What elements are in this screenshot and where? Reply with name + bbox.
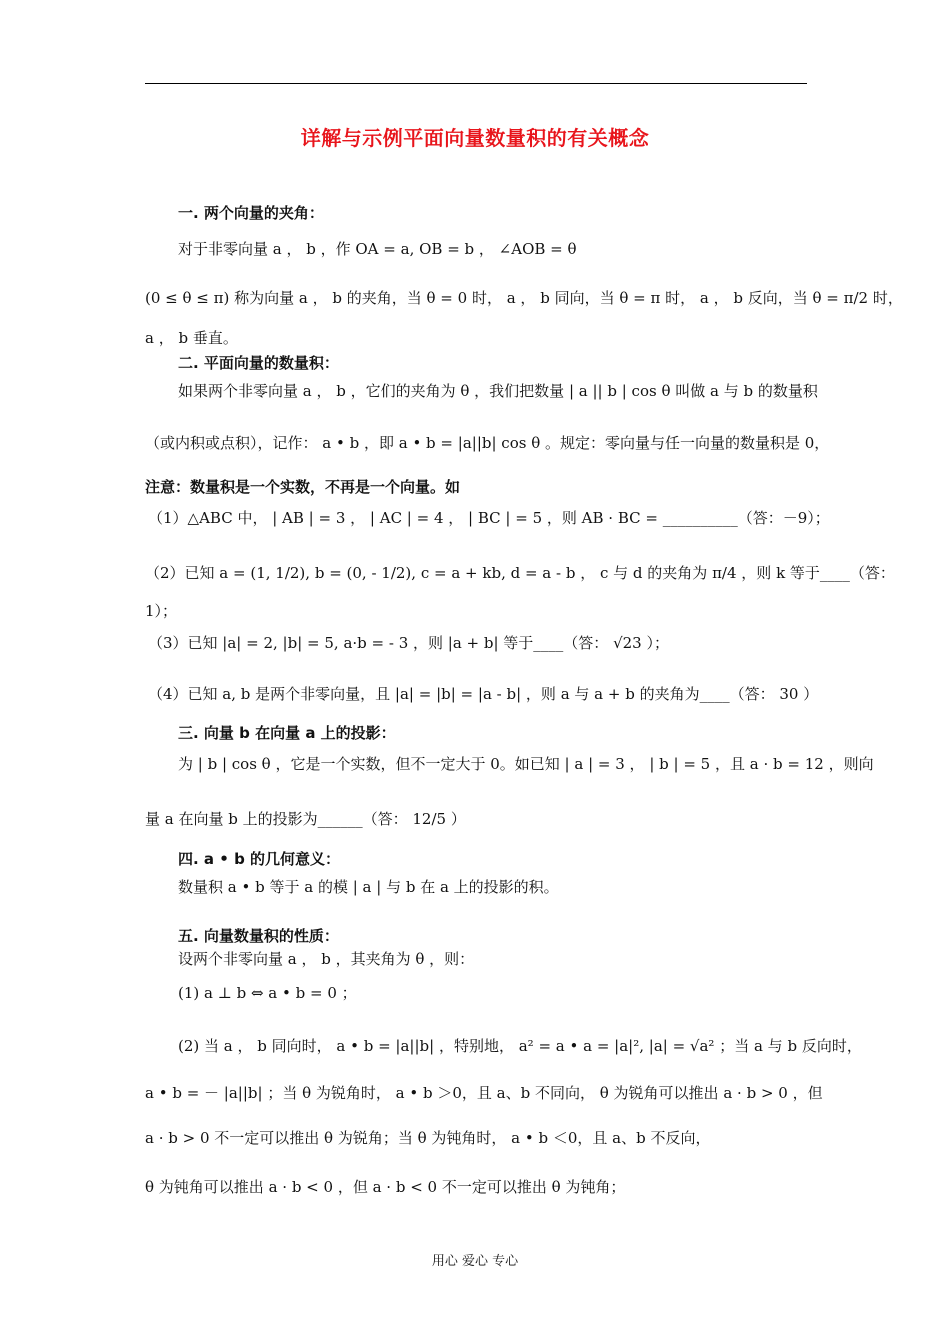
header-rule [145, 83, 807, 84]
text-line: （或内积或点积），记作： a • b ，即 a • b = |a||b| cos θ 。规定：零向量与任一向量的数量积是 0， [145, 434, 830, 452]
section-heading: 二. 平面向量的数量积： [178, 354, 339, 372]
page-title: 详解与示例平面向量数量积的有关概念 [300, 126, 650, 150]
text-line: 如果两个非零向量 a ， b ，它们的夹角为 θ ，我们把数量 | a || b | cos θ 叫做 a 与 b 的数量积 [178, 382, 818, 400]
page-footer: 用心 爱心 专心 [431, 1254, 519, 1269]
section-heading: 一. 两个向量的夹角： [178, 204, 324, 222]
text-line: a · b > 0 不一定可以推出 θ 为锐角；当 θ 为钝角时， a • b ＜0，且 a、b 不反向， [145, 1129, 711, 1147]
text-line: (1) a ⊥ b ⇔ a • b = 0 ； [178, 984, 357, 1002]
text-line: a • b = － |a||b| ；当 θ 为锐角时， a • b ＞0，且 a、b 不同向， θ 为锐角可以推出 a · b > 0 ，但 [145, 1084, 823, 1102]
example-line: （2）已知 a = (1, 1/2), b = (0, - 1/2), c = a + kb, d = a - b ， c 与 d 的夹角为 π/4 ，则 k 等于____（答： [145, 564, 895, 582]
section-heading: 四. a • b 的几何意义： [178, 850, 341, 868]
example-line: 1）； [145, 602, 178, 620]
section-heading: 三. 向量 b 在向量 a 上的投影： [178, 724, 396, 742]
text-line: 设两个非零向量 a ， b ，其夹角为 θ ，则： [178, 950, 475, 968]
text-line: 数量积 a • b 等于 a 的模 | a | 与 b 在 a 上的投影的积。 [178, 878, 559, 896]
text-line: θ 为钝角可以推出 a · b < 0 ，但 a · b < 0 不一定可以推出 θ 为钝角； [145, 1178, 626, 1196]
text-line: a ， b 垂直。 [145, 329, 238, 347]
section-heading: 五. 向量数量积的性质： [178, 927, 339, 945]
text-line: 量 a 在向量 b 上的投影为______（答： 12/5 ） [145, 810, 466, 828]
note-line: 注意：数量积是一个实数，不再是一个向量。如 [145, 478, 461, 496]
text-line: (2) 当 a ， b 同向时， a • b = |a||b| ，特别地， a² = a • a = |a|², |a| = √a² ；当 a 与 b 反向时， [178, 1037, 862, 1055]
example-line: （1）△ABC 中， | AB | = 3 ， | AC | = 4 ， | BC | = 5 ，则 AB · BC = __________（答：－9）； [148, 509, 830, 527]
example-line: （3）已知 |a| = 2, |b| = 5, a·b = - 3 ，则 |a + b| 等于____（答： √23 ）； [148, 634, 669, 652]
text-line: 为 | b | cos θ ，它是一个实数，但不一定大于 0。如已知 | a | = 3 ， | b | = 5 ，且 a · b = 12 ，则向 [178, 755, 874, 773]
example-line: （4）已知 a, b 是两个非零向量，且 |a| = |b| = |a - b| ，则 a 与 a + b 的夹角为____（答： 30 ） [148, 685, 819, 703]
text-line: (0 ≤ θ ≤ π) 称为向量 a ， b 的夹角，当 θ = 0 时， a ， b 同向，当 θ = π 时， a ， b 反向，当 θ = π/2 时， [145, 289, 903, 307]
text-line: 对于非零向量 a ， b ，作 OA = a, OB = b ， ∠AOB = θ [178, 240, 577, 258]
